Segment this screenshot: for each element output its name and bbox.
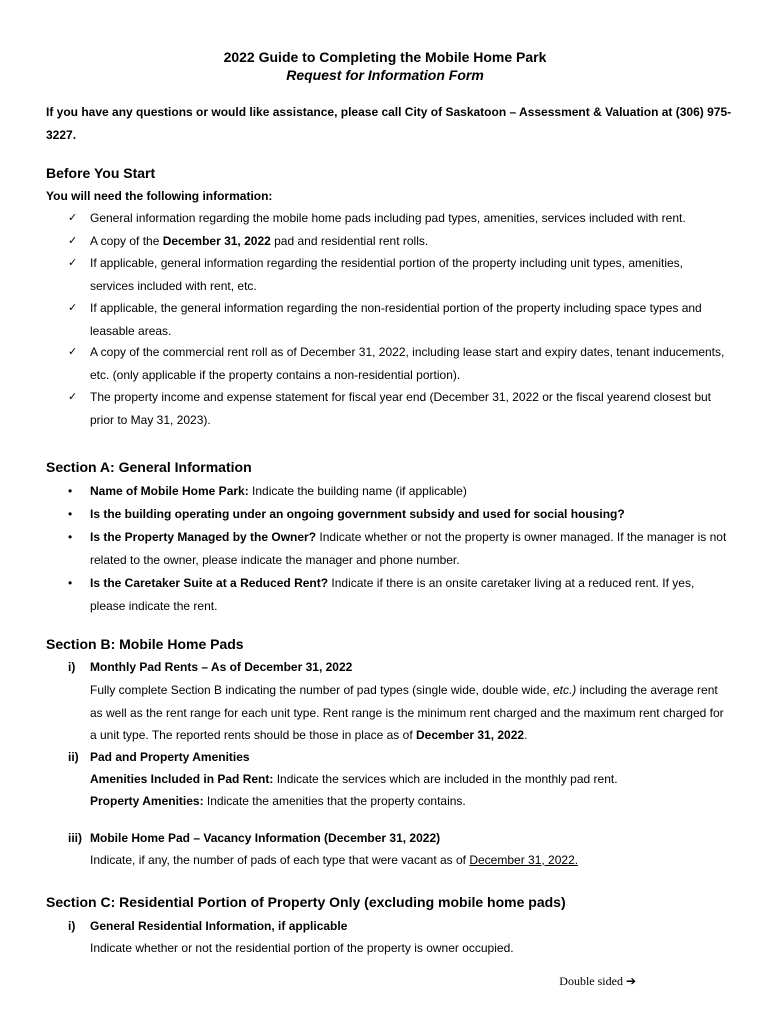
checkmark-icon: ✓ bbox=[68, 257, 78, 269]
before-heading: Before You Start bbox=[46, 165, 156, 181]
section-b-ii-line2: Property Amenities: Indicate the amenities that the property contains. bbox=[90, 794, 466, 808]
bullet-item: • Name of Mobile Home Park: Indicate the building name (if applicable) bbox=[68, 480, 728, 503]
section-a-heading: Section A: General Information bbox=[46, 459, 252, 475]
bullet-icon: • bbox=[68, 576, 73, 590]
bullet-icon: • bbox=[68, 530, 73, 544]
section-c-heading: Section C: Residential Portion of Property Only (excluding mobile home pads) bbox=[46, 894, 566, 910]
checkmark-icon: ✓ bbox=[68, 302, 78, 314]
bullet-item: • Is the Caretaker Suite at a Reduced Rent? Indicate if there is an onsite caretaker living at a reduced rent. If yes, please indicate the rent. bbox=[68, 572, 728, 617]
section-b-i-title: i) Monthly Pad Rents – As of December 31, 2022 bbox=[68, 660, 353, 674]
checklist-item: ✓ General information regarding the mobile home pads including pad types, amenities, services included with rent. bbox=[68, 207, 728, 230]
checklist-item: ✓ The property income and expense statement for fiscal year end (December 31, 2022 or the fiscal yearend closest but prior to May 31, 2023). bbox=[68, 386, 728, 431]
section-b-i-text: Fully complete Section B indicating the number of pad types (single wide, double wide, etc.) including the average rent as well as the rent range for each unit type. Rent range is the minimum rent charged and the maximum rent charged for a unit type. The reported rents should be those in place as of December 31, 2022. bbox=[90, 683, 724, 742]
section-c-i-text: Indicate whether or not the residential portion of the property is owner occupied. bbox=[90, 941, 514, 955]
arrow-right-icon: ➔ bbox=[625, 974, 636, 988]
section-c-i-title: i) General Residential Information, if applicable bbox=[68, 919, 348, 933]
section-b-iii-title: iii) Mobile Home Pad – Vacancy Information (December 31, 2022) bbox=[68, 831, 441, 845]
section-b-heading: Section B: Mobile Home Pads bbox=[46, 636, 244, 652]
bullet-icon: • bbox=[68, 484, 73, 498]
bullet-icon: • bbox=[68, 507, 73, 521]
bullet-item: • Is the Property Managed by the Owner? Indicate whether or not the property is owner managed. If the manager is not related to the owner, please indicate the manager and phone number. bbox=[68, 526, 728, 571]
before-lead: You will need the following information: bbox=[46, 189, 273, 203]
bullet-item: • Is the building operating under an ongoing government subsidy and used for social housing? bbox=[68, 503, 728, 526]
document-title: 2022 Guide to Completing the Mobile Home Park bbox=[223, 49, 547, 65]
document-subtitle: Request for Information Form bbox=[286, 67, 484, 83]
checkmark-icon: ✓ bbox=[68, 346, 78, 358]
section-b-ii-title: ii) Pad and Property Amenities bbox=[68, 750, 250, 764]
section-b-iii-text: Indicate, if any, the number of pads of each type that were vacant as of December 31, 2022. bbox=[90, 853, 579, 867]
double-sided-note: Double sided ➔ bbox=[559, 974, 636, 988]
checklist-item: ✓ If applicable, general information regarding the residential portion of the property including unit types, amenities, services included with rent, etc. bbox=[68, 252, 728, 297]
section-b-ii-line1: Amenities Included in Pad Rent: Indicate the services which are included in the monthly pad rent. bbox=[90, 772, 618, 786]
checkmark-icon: ✓ bbox=[68, 235, 78, 247]
intro-contact-text: If you have any questions or would like assistance, please call City of Saskatoon – Assessment & Valuation at (306) 975-3227. bbox=[46, 105, 732, 142]
checklist-item: ✓ If applicable, the general information regarding the non-residential portion of the property including space types and leasable areas. bbox=[68, 297, 728, 342]
checkmark-icon: ✓ bbox=[68, 212, 78, 224]
checklist-item: ✓ A copy of the December 31, 2022 pad and residential rent rolls. bbox=[68, 230, 728, 253]
checkmark-icon: ✓ bbox=[68, 391, 78, 403]
checklist-item: ✓ A copy of the commercial rent roll as of December 31, 2022, including lease start and expiry dates, tenant inducements, etc. (only applicable if the property contains a non-residential portion). bbox=[68, 341, 728, 386]
